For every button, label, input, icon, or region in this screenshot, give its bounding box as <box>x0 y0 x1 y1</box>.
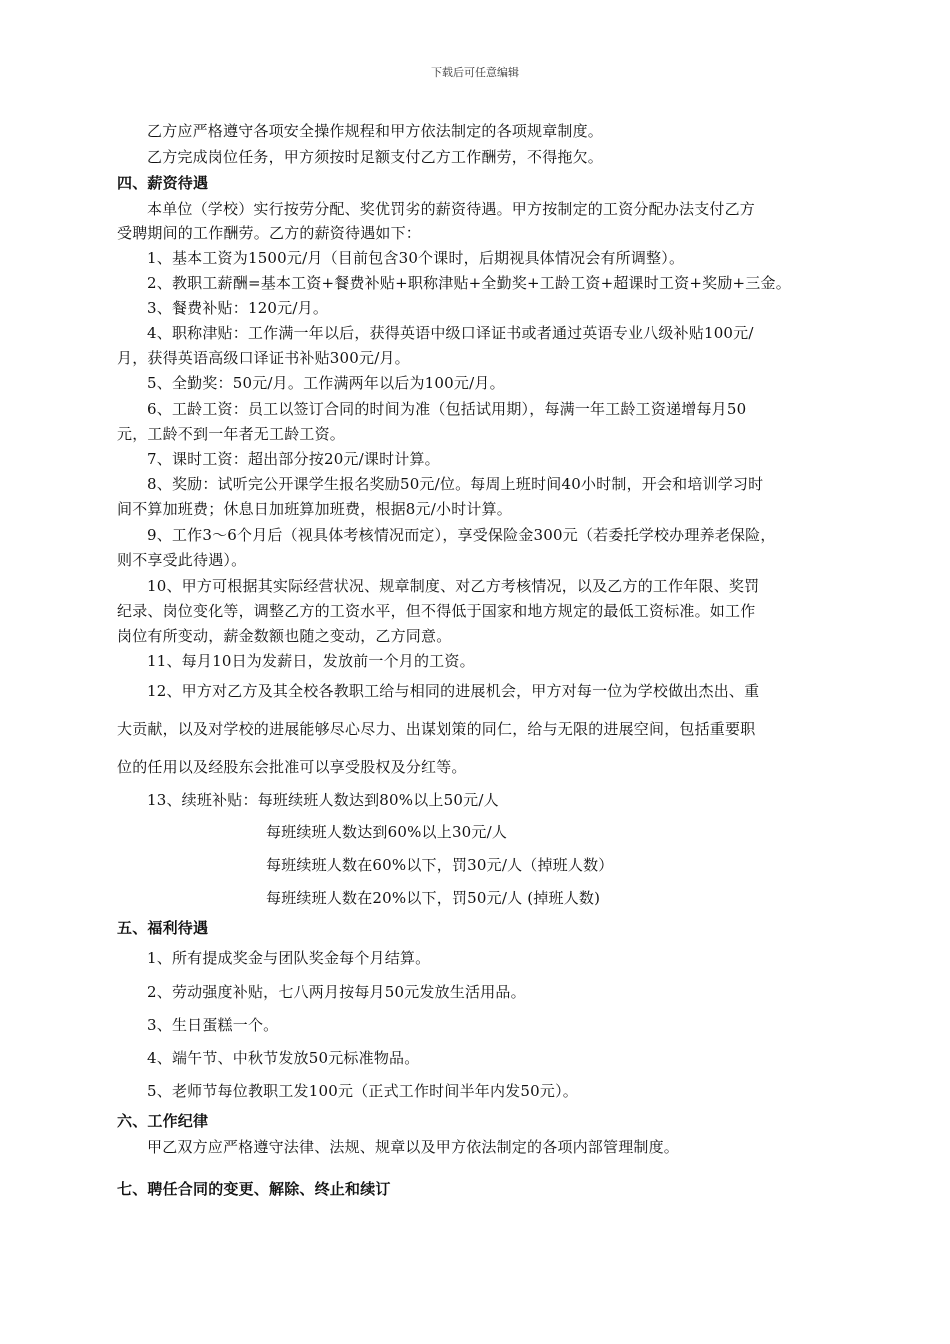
text-line: 位的任用以及经股东会批准可以享受股权及分红等。 <box>117 758 467 776</box>
text-line: 大贡献，以及对学校的进展能够尽心尽力、出谋划策的同仁，给与无限的进展空间，包括重要职 <box>117 720 756 738</box>
text-line: 则不享受此待遇）。 <box>117 551 247 569</box>
section-heading: 六、工作纪律 <box>117 1112 209 1130</box>
text-line: 乙方完成岗位任务，甲方须按时足额支付乙方工作酬劳，不得拖欠。 <box>147 148 604 166</box>
text-line: 本单位（学校）实行按劳分配、奖优罚劣的薪资待遇。甲方按制定的工资分配办法支付乙方 <box>147 200 756 218</box>
text-line: 乙方应严格遵守各项安全操作规程和甲方依法制定的各项规章制度。 <box>147 122 604 140</box>
text-line: 受聘期间的工作酬劳。乙方的薪资待遇如下： <box>117 224 422 242</box>
text-line: 6、工龄工资：员工以签订合同的时间为准（包括试用期），每满一年工龄工资递增每月50 <box>147 400 747 418</box>
text-line: 1、基本工资为1500元/月（目前包含30个课时，后期视具体情况会有所调整）。 <box>147 249 685 267</box>
text-line: 纪录、岗位变化等，调整乙方的工资水平，但不得低于国家和地方规定的最低工资标准。如工作 <box>117 602 756 620</box>
text-line: 11、每月10日为发薪日，发放前一个月的工资。 <box>147 652 475 670</box>
section-heading: 五、福利待遇 <box>117 919 209 937</box>
text-line: 每班续班人数在60%以下，罚30元/人（掉班人数） <box>266 856 614 874</box>
section-heading: 七、聘任合同的变更、解除、终止和续订 <box>117 1180 391 1198</box>
text-line: 13、续班补贴：每班续班人数达到80%以上50元/人 <box>147 791 499 809</box>
text-line: 5、老师节每位教职工发100元（正式工作时间半年内发50元）。 <box>147 1082 578 1100</box>
text-line: 9、工作3～6个月后（视具体考核情况而定），享受保险金300元（若委托学校办理养老保险， <box>147 526 776 544</box>
text-line: 7、课时工资：超出部分按20元/课时计算。 <box>147 450 440 468</box>
text-line: 每班续班人数在20%以下，罚50元/人 (掉班人数) <box>266 889 601 907</box>
text-line: 3、餐费补贴：120元/月。 <box>147 299 329 317</box>
text-line: 每班续班人数达到60%以上30元/人 <box>266 823 508 841</box>
text-line: 5、全勤奖：50元/月。工作满两年以后为100元/月。 <box>147 374 505 392</box>
text-line: 4、端午节、中秋节发放50元标准物品。 <box>147 1049 420 1067</box>
text-line: 8、奖励：试听完公开课学生报名奖励50元/位。每周上班时间40小时制，开会和培训学习时 <box>147 475 764 493</box>
section-heading: 四、薪资待遇 <box>117 174 209 192</box>
text-line: 4、职称津贴：工作满一年以后，获得英语中级口译证书或者通过英语专业八级补贴100元/ <box>147 324 754 342</box>
text-line: 间不算加班费；休息日加班算加班费，根据8元/小时计算。 <box>117 500 512 518</box>
text-line: 甲乙双方应严格遵守法律、法规、规章以及甲方依法制定的各项内部管理制度。 <box>147 1138 680 1156</box>
text-line: 12、甲方对乙方及其全校各教职工给与相同的进展机会，甲方对每一位为学校做出杰出、重 <box>147 682 760 700</box>
text-line: 10、甲方可根据其实际经营状况、规章制度、对乙方考核情况，以及乙方的工作年限、奖罚 <box>147 577 760 595</box>
page-header-note: 下载后可任意编辑 <box>431 66 519 79</box>
text-line: 月，获得英语高级口译证书补贴300元/月。 <box>117 349 410 367</box>
text-line: 2、劳动强度补贴，七八两月按每月50元发放生活用品。 <box>147 983 526 1001</box>
text-line: 2、教职工薪酬=基本工资+餐费补贴+职称津贴+全勤奖+工龄工资+超课时工资+奖励+三金。 <box>147 274 791 292</box>
text-line: 3、生日蛋糕一个。 <box>147 1016 279 1034</box>
text-line: 元，工龄不到一年者无工龄工资。 <box>117 425 346 443</box>
text-line: 岗位有所变动，薪金数额也随之变动，乙方同意。 <box>117 627 452 645</box>
text-line: 1、所有提成奖金与团队奖金每个月结算。 <box>147 949 431 967</box>
